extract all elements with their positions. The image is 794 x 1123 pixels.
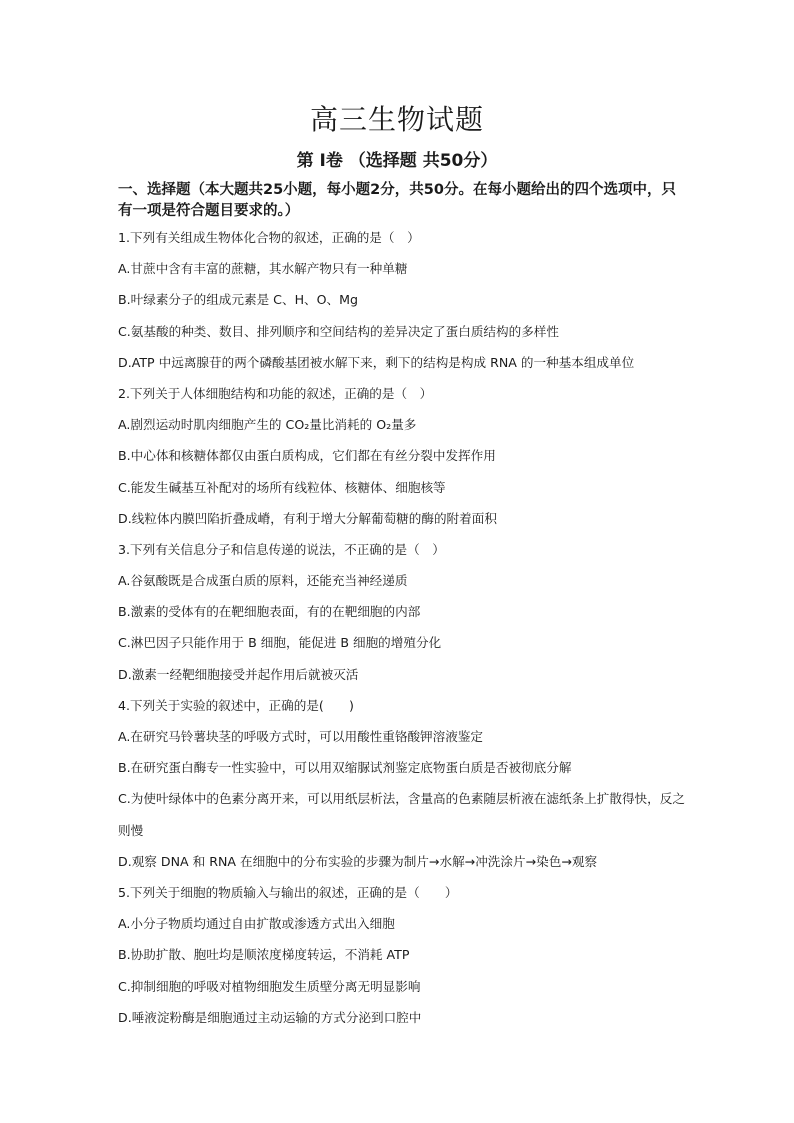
question-stem: 1.下列有关组成生物体化合物的叙述，正确的是（ ） — [118, 230, 420, 245]
question-stem: 4.下列关于实验的叙述中，正确的是( ) — [118, 697, 354, 713]
question-option: B.中心体和核糖体都仅由蛋白质构成，它们都在有丝分裂中发挥作用 — [118, 448, 496, 464]
question-option: D.观察 DNA 和 RNA 在细胞中的分布实验的步骤为制片→水解→冲洗涂片→染色→观察 — [118, 853, 598, 869]
question-stem: 3.下列有关信息分子和信息传递的说法，不正确的是（ ） — [118, 541, 445, 557]
question-option: A.小分子物质均通过自由扩散或渗透方式出入细胞 — [118, 916, 395, 932]
question-option: D.激素一经靶细胞接受并起作用后就被灭活 — [118, 666, 359, 682]
section-instructions: 一、选择题（本大题共25小题，每小题2分，共50分。在每小题给出的四个选项中，只有一项是符合题目要求的。） — [118, 182, 676, 219]
question-option: C.能发生碱基互补配对的场所有线粒体、核糖体、细胞核等 — [118, 479, 446, 495]
question-option: B.激素的受体有的在靶细胞表面，有的在靶细胞的内部 — [118, 604, 421, 620]
question-option: C.淋巴因子只能作用于 B 细胞，能促进 B 细胞的增殖分化 — [118, 635, 442, 651]
question-list — [118, 222, 688, 1033]
section-heading: 第 Ⅰ卷 （选择题 共50分） — [296, 151, 498, 171]
question-option: A.甘蔗中含有丰富的蔗糖，其水解产物只有一种单糖 — [118, 261, 408, 277]
question-option: B.在研究蛋白酶专一性实验中，可以用双缩脲试剂鉴定底物蛋白质是否被彻底分解 — [118, 760, 572, 776]
question-option: D.ATP 中远离腺苷的两个磷酸基团被水解下来，剩下的结构是构成 RNA 的一种基本组成单位 — [118, 354, 635, 370]
question-option: C.氨基酸的种类、数目、排列顺序和空间结构的差异决定了蛋白质结构的多样性 — [118, 323, 559, 339]
question-option: B.协助扩散、胞吐均是顺浓度梯度转运，不消耗 ATP — [118, 947, 410, 963]
question-option: A.在研究马铃薯块茎的呼吸方式时，可以用酸性重铬酸钾溶液鉴定 — [118, 729, 484, 744]
question-option: D.唾液淀粉酶是细胞通过主动运输的方式分泌到口腔中 — [118, 1009, 422, 1025]
page-title: 高三生物试题 — [309, 103, 484, 136]
question-option: D.线粒体内膜凹陷折叠成嵴，有利于增大分解葡萄糖的酶的附着面积 — [118, 510, 497, 526]
question-option: B.叶绿素分子的组成元素是 C、H、O、Mg — [118, 292, 358, 308]
question-stem: 2.下列关于人体细胞结构和功能的叙述，正确的是（ ） — [118, 385, 433, 401]
question-option: C.抑制细胞的呼吸对植物细胞发生质壁分离无明显影响 — [118, 978, 421, 994]
question-option: A.谷氨酸既是合成蛋白质的原料，还能充当神经递质 — [118, 573, 408, 589]
question-stem: 5.下列关于细胞的物质输入与输出的叙述，正确的是（ ） — [118, 884, 458, 900]
question-option: C.为使叶绿体中的色素分离开来，可以用纸层析法，含量高的色素随层析液在滤纸条上扩散得快，反之则慢 — [118, 791, 685, 838]
question-option: A.剧烈运动时肌肉细胞产生的 CO₂量比消耗的 O₂量多 — [118, 417, 417, 433]
